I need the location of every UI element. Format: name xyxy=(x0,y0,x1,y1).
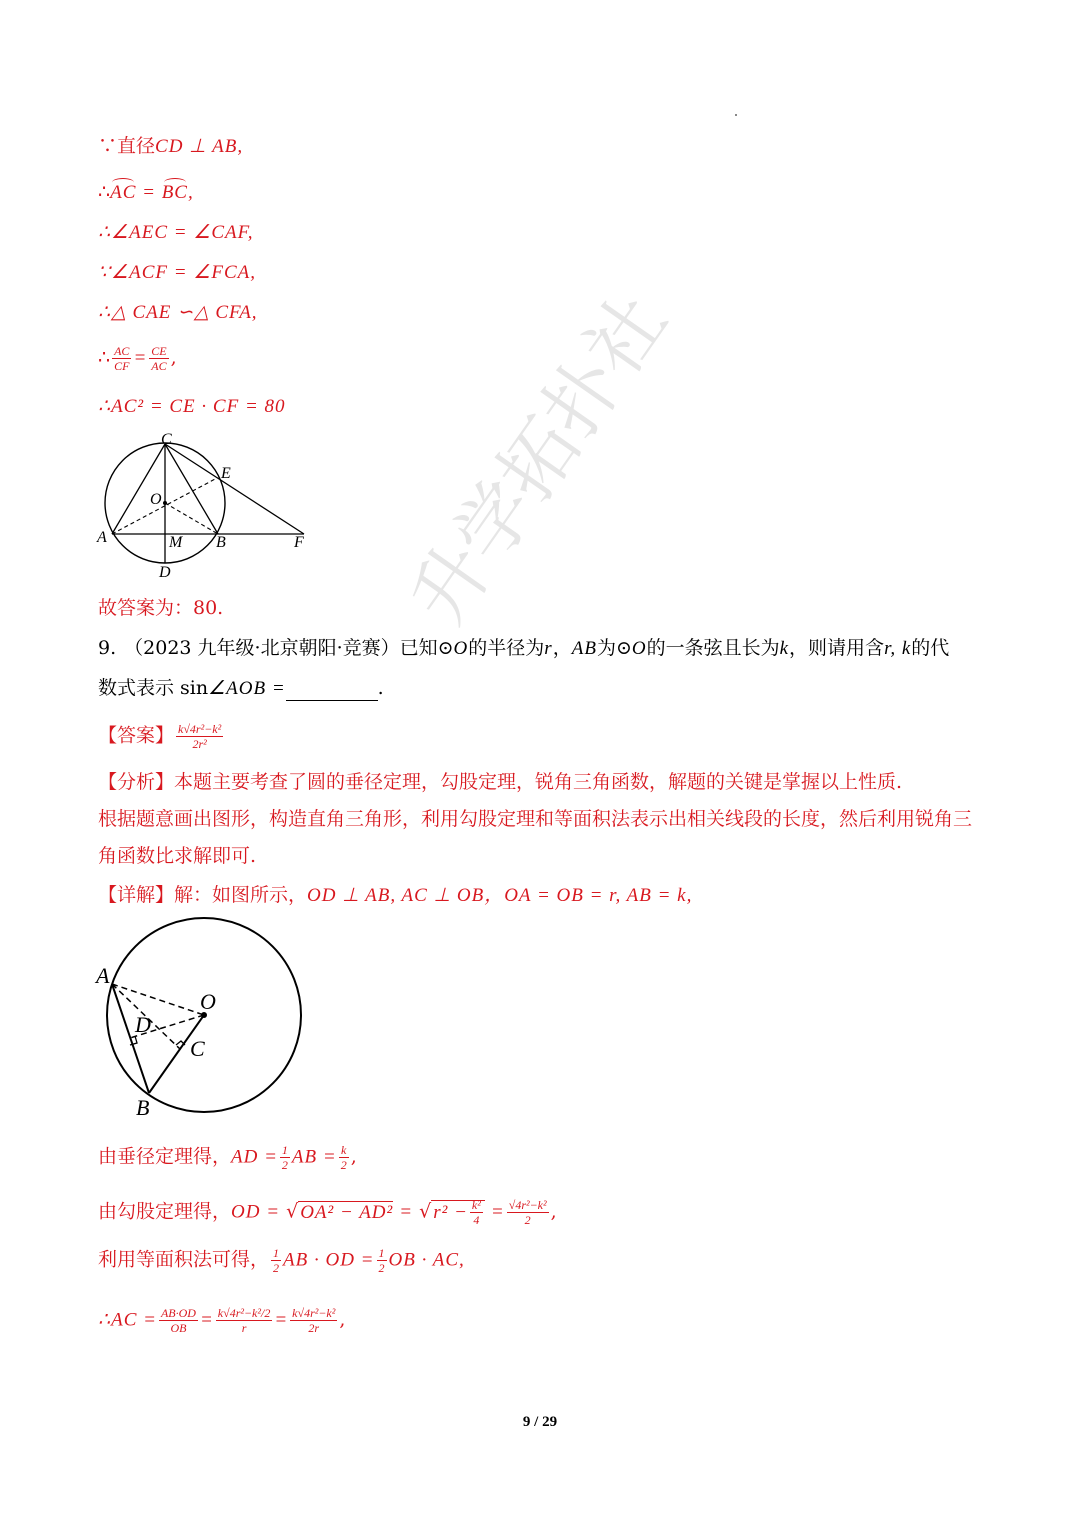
step-text: 利用等面积法可得， xyxy=(98,1248,270,1271)
frac-den: OB xyxy=(170,1321,187,1335)
proof-line-2 xyxy=(98,180,194,205)
frac-num: 1 xyxy=(281,1143,288,1157)
label-b: B xyxy=(136,1095,150,1120)
radicand: OA² − AD² xyxy=(300,1201,394,1223)
answer-8: 故答案为：80. xyxy=(98,597,224,619)
label-a: A xyxy=(96,963,110,988)
stem-math: r xyxy=(544,638,553,659)
question-9-line-2 xyxy=(98,676,384,701)
proof-math: = xyxy=(133,347,148,369)
line-oa-dashed xyxy=(112,984,204,1015)
analysis-text: 本题主要考查了圆的垂径定理，勾股定理，锐角三角函数，解题的关键是掌握以上性质. xyxy=(174,771,903,793)
frac-den: 2r² xyxy=(192,737,207,751)
stem-math: k xyxy=(779,638,790,659)
frac-den: CF xyxy=(114,359,130,373)
frac-num: k√4r²−k² xyxy=(178,722,222,736)
frac-num: AC xyxy=(114,344,130,358)
step-text: , xyxy=(350,1145,357,1168)
step-math: AD = xyxy=(231,1146,278,1168)
label-d: D xyxy=(159,564,171,581)
stem-math: O xyxy=(631,638,647,659)
radicand: r² − xyxy=(433,1201,468,1223)
frac-num: k√4r²−k² xyxy=(292,1306,336,1320)
step-math: ∴AC = xyxy=(98,1309,157,1331)
question-number: 9. xyxy=(98,637,117,659)
frac-den: 2r xyxy=(308,1321,320,1335)
analysis-line-1 xyxy=(98,770,902,794)
question-9-line-1 xyxy=(98,636,949,661)
arc-ac: AC xyxy=(110,182,137,203)
line-ob-dashed xyxy=(165,503,218,534)
step-line-1 xyxy=(98,1143,357,1172)
proof-line-3: ∴∠AEC = ∠CAF, xyxy=(98,222,254,243)
proof-math: = xyxy=(136,182,162,203)
proof-line-1 xyxy=(98,134,243,159)
frac-den: 2 xyxy=(378,1261,385,1275)
step-math: OD = xyxy=(231,1201,281,1223)
stem-math: AB xyxy=(571,638,597,659)
label-c: C xyxy=(161,431,172,448)
frac-den: r xyxy=(241,1321,247,1335)
proof-math: CD ⊥ AB, xyxy=(155,136,244,157)
step-math: AB · OD = xyxy=(283,1249,375,1271)
step-line-3 xyxy=(98,1246,465,1275)
answer-tag: 【答案】 xyxy=(98,724,175,747)
proof-line-5: ∴△ CAE ∽△ CFA, xyxy=(98,302,258,323)
label-f: F xyxy=(294,534,304,551)
stem-text: ，则请用含 xyxy=(789,637,885,659)
line-ac xyxy=(112,444,165,534)
figure-circle-triangle xyxy=(92,428,322,583)
frac-num: √4r²−k² xyxy=(508,1198,547,1212)
watermark: 升学拓扑社 xyxy=(393,277,684,641)
proof-math: , xyxy=(187,182,194,203)
frac-num: 1 xyxy=(378,1246,385,1260)
arc-bc: BC xyxy=(161,182,188,203)
stem-math: O xyxy=(453,638,469,659)
frac-num: CE xyxy=(151,344,167,358)
label-a: A xyxy=(97,529,107,546)
stem-text: 的一条弦且长为 xyxy=(646,637,780,659)
stem-math: ∠AOB = xyxy=(208,678,286,699)
line-cb xyxy=(165,444,218,534)
step-text: 由勾股定理得， xyxy=(98,1200,232,1223)
sqrt-icon: √ xyxy=(419,1200,432,1223)
frac-den: AC xyxy=(151,359,167,373)
right-angle-c xyxy=(176,1041,185,1045)
proof-line-7: ∴AC² = CE · CF = 80 xyxy=(98,396,286,417)
stem-text: 的代 xyxy=(911,637,950,659)
detail-text: 解：如图所示， xyxy=(174,884,308,906)
stem-text: ， xyxy=(552,637,572,659)
proof-text: ∴ xyxy=(98,181,111,203)
label-m: M xyxy=(169,534,183,551)
question-source: （2023 九年级·北京朝阳·竞赛） xyxy=(124,637,400,659)
frac-den: 4 xyxy=(473,1213,480,1227)
frac-den: 2 xyxy=(273,1261,280,1275)
stem-text: 已知⊙ xyxy=(399,637,454,659)
label-b: B xyxy=(216,534,226,551)
analysis-line-3: 角函数比求解即可. xyxy=(98,845,257,867)
step-math: OB · AC, xyxy=(388,1249,465,1271)
frac-num: AB·OD xyxy=(160,1306,196,1320)
stem-text: 的半径为 xyxy=(468,637,545,659)
stem-text: . xyxy=(377,677,384,699)
line-cf xyxy=(165,444,304,534)
analysis-tag: 【分析】 xyxy=(98,771,175,793)
frac-den: 2 xyxy=(524,1213,531,1227)
stem-math: r, k xyxy=(884,638,912,659)
proof-line-4: ∵∠ACF = ∠FCA, xyxy=(98,262,256,283)
detail-line xyxy=(98,883,692,908)
step-math: = xyxy=(399,1201,414,1223)
step-math: = xyxy=(274,1309,289,1331)
detail-tag: 【详解】 xyxy=(98,884,175,906)
label-o: O xyxy=(150,491,162,508)
step-math: AB = xyxy=(291,1146,337,1168)
step-math: = xyxy=(490,1201,505,1223)
label-c: C xyxy=(190,1036,205,1061)
proof-text: , xyxy=(170,346,177,369)
step-text: , xyxy=(339,1308,346,1331)
analysis-line-2: 根据题意画出图形，构造直角三角形，利用勾股定理和等面积法表示出相关线段的长度，然后利用锐角三 xyxy=(98,808,973,830)
stem-text: 为⊙ xyxy=(596,637,632,659)
frac-num: k² xyxy=(471,1198,481,1212)
page-number: 9 / 29 xyxy=(522,1414,558,1430)
proof-text: ∴ xyxy=(98,346,111,369)
frac-num: 1 xyxy=(273,1246,280,1260)
label-o: O xyxy=(200,989,216,1014)
proof-line-6 xyxy=(98,344,177,373)
sqrt-icon: √ xyxy=(286,1200,299,1223)
answer-9 xyxy=(98,722,225,751)
frac-num: k xyxy=(339,1143,349,1158)
label-e: E xyxy=(221,465,231,482)
stem-text: 数式表示 sin xyxy=(98,677,209,699)
label-d: D xyxy=(135,1012,151,1037)
frac-den: 2 xyxy=(340,1158,347,1172)
chord-ab xyxy=(112,984,149,1093)
step-text: , xyxy=(550,1200,557,1223)
step-math: = xyxy=(199,1309,214,1331)
step-text: 由垂径定理得， xyxy=(98,1145,232,1168)
answer-blank[interactable] xyxy=(286,682,378,701)
proof-text: ∵直径 xyxy=(98,135,156,157)
detail-math: OD ⊥ AB, AC ⊥ OB，OA = OB = r, AB = k, xyxy=(307,885,693,906)
stray-mark xyxy=(735,114,737,116)
step-line-4 xyxy=(98,1306,345,1335)
step-line-2 xyxy=(98,1198,557,1227)
center-dot xyxy=(163,501,167,505)
frac-den: 2 xyxy=(281,1158,288,1172)
frac-num: k√4r²−k²/2 xyxy=(217,1306,271,1320)
figure-circle-chord xyxy=(92,915,317,1125)
